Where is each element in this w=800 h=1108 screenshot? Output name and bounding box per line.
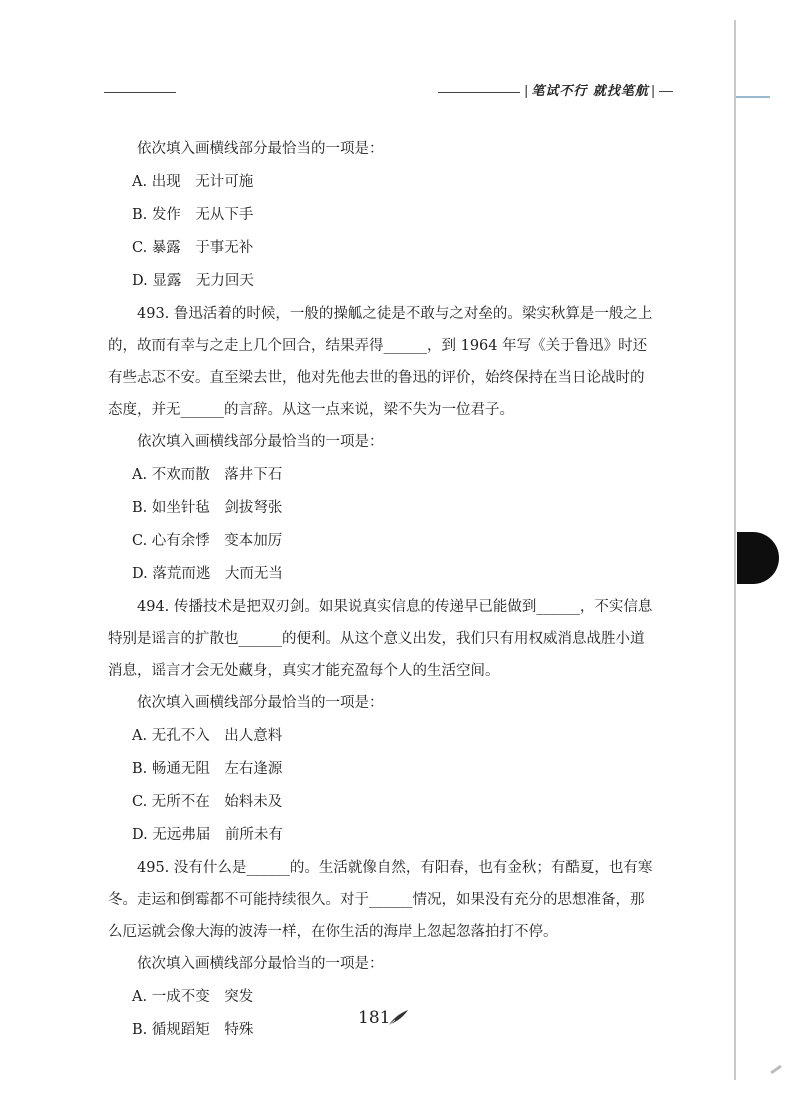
paragraph-line: 消息，谣言才会无处藏身，真实才能充盈每个人的生活空间。 — [108, 663, 500, 679]
header-rule-left — [104, 92, 176, 93]
header-slogan-text: 笔试不行 就找笔航 — [531, 84, 649, 99]
page-edge-line — [734, 20, 736, 1080]
question-paragraph — [108, 298, 674, 426]
answer-option: D. 无远弗届 前所未有 — [132, 827, 283, 843]
paragraph-line: 494. 传播技术是把双刃剑。如果说真实信息的传递早已能做到______，不实信息 — [137, 599, 653, 615]
paragraph-line: 么厄运就会像大海的波涛一样，在你生活的海岸上忽起忽落拍打不停。 — [108, 924, 558, 940]
edge-tick-mark — [736, 96, 770, 98]
header-slogan: | 笔试不行 就找笔航 | — [522, 82, 673, 102]
answer-option: C. 暴露 于事无补 — [132, 240, 254, 256]
question-prompt: 依次填入画横线部分最恰当的一项是： — [137, 956, 384, 972]
question-prompt: 依次填入画横线部分最恰当的一项是： — [137, 141, 384, 157]
paragraph-line: 的，故而有幸与之走上几个回合，结果弄得______，到 1964 年写《关于鲁迅》时还 — [108, 338, 648, 354]
answer-option: B. 畅通无阻 左右逢源 — [132, 761, 283, 777]
page-body — [108, 133, 674, 1047]
edge-scratch-mark — [770, 1065, 782, 1074]
answer-option: A. 一成不变 突发 — [132, 989, 254, 1005]
question-prompt: 依次填入画横线部分最恰当的一项是： — [137, 434, 384, 450]
answer-option: D. 显露 无力回天 — [132, 273, 254, 289]
question-paragraph — [108, 852, 674, 948]
answer-option: B. 循规蹈矩 特殊 — [132, 1022, 254, 1038]
thumb-index-tab — [737, 532, 779, 584]
answer-option: C. 心有余悸 变本加厉 — [132, 533, 283, 549]
question-paragraph — [108, 591, 674, 687]
paragraph-line: 态度，并无______的言辞。从这一点来说，梁不失为一位君子。 — [108, 402, 514, 418]
header-rule-mid — [438, 92, 520, 93]
answer-option: B. 发作 无从下手 — [132, 207, 254, 223]
question-prompt: 依次填入画横线部分最恰当的一项是： — [137, 695, 384, 711]
answer-option: C. 无所不在 始料未及 — [132, 794, 283, 810]
paragraph-line: 特别是谣言的扩散也______的便利。从这个意义出发，我们只有用权威消息战胜小道 — [108, 631, 645, 647]
quill-pen-icon — [386, 1008, 410, 1028]
answer-option: B. 如坐针毡 剑拔弩张 — [132, 500, 283, 516]
answer-option: A. 无孔不入 出人意料 — [132, 728, 283, 744]
paragraph-line: 冬。走运和倒霉都不可能持续很久。对于______情况，如果没有充分的思想准备，那 — [108, 892, 645, 908]
answer-option: A. 出现 无计可施 — [132, 174, 254, 190]
answer-option: D. 落荒而逃 大而无当 — [132, 566, 283, 582]
answer-option: A. 不欢而散 落井下石 — [132, 467, 283, 483]
paragraph-line: 495. 没有什么是______的。生活就像自然，有阳春，也有金秋；有酷夏，也有寒 — [137, 860, 653, 876]
paragraph-line: 493. 鲁迅活着的时候，一般的操觚之徒是不敢与之对垒的。梁实秋算是一般之上 — [137, 306, 653, 322]
paragraph-line: 有些忐忑不安。直至梁去世，他对先他去世的鲁迅的评价，始终保持在当日论战时的 — [108, 370, 645, 386]
page-number: 181 — [358, 1008, 391, 1028]
